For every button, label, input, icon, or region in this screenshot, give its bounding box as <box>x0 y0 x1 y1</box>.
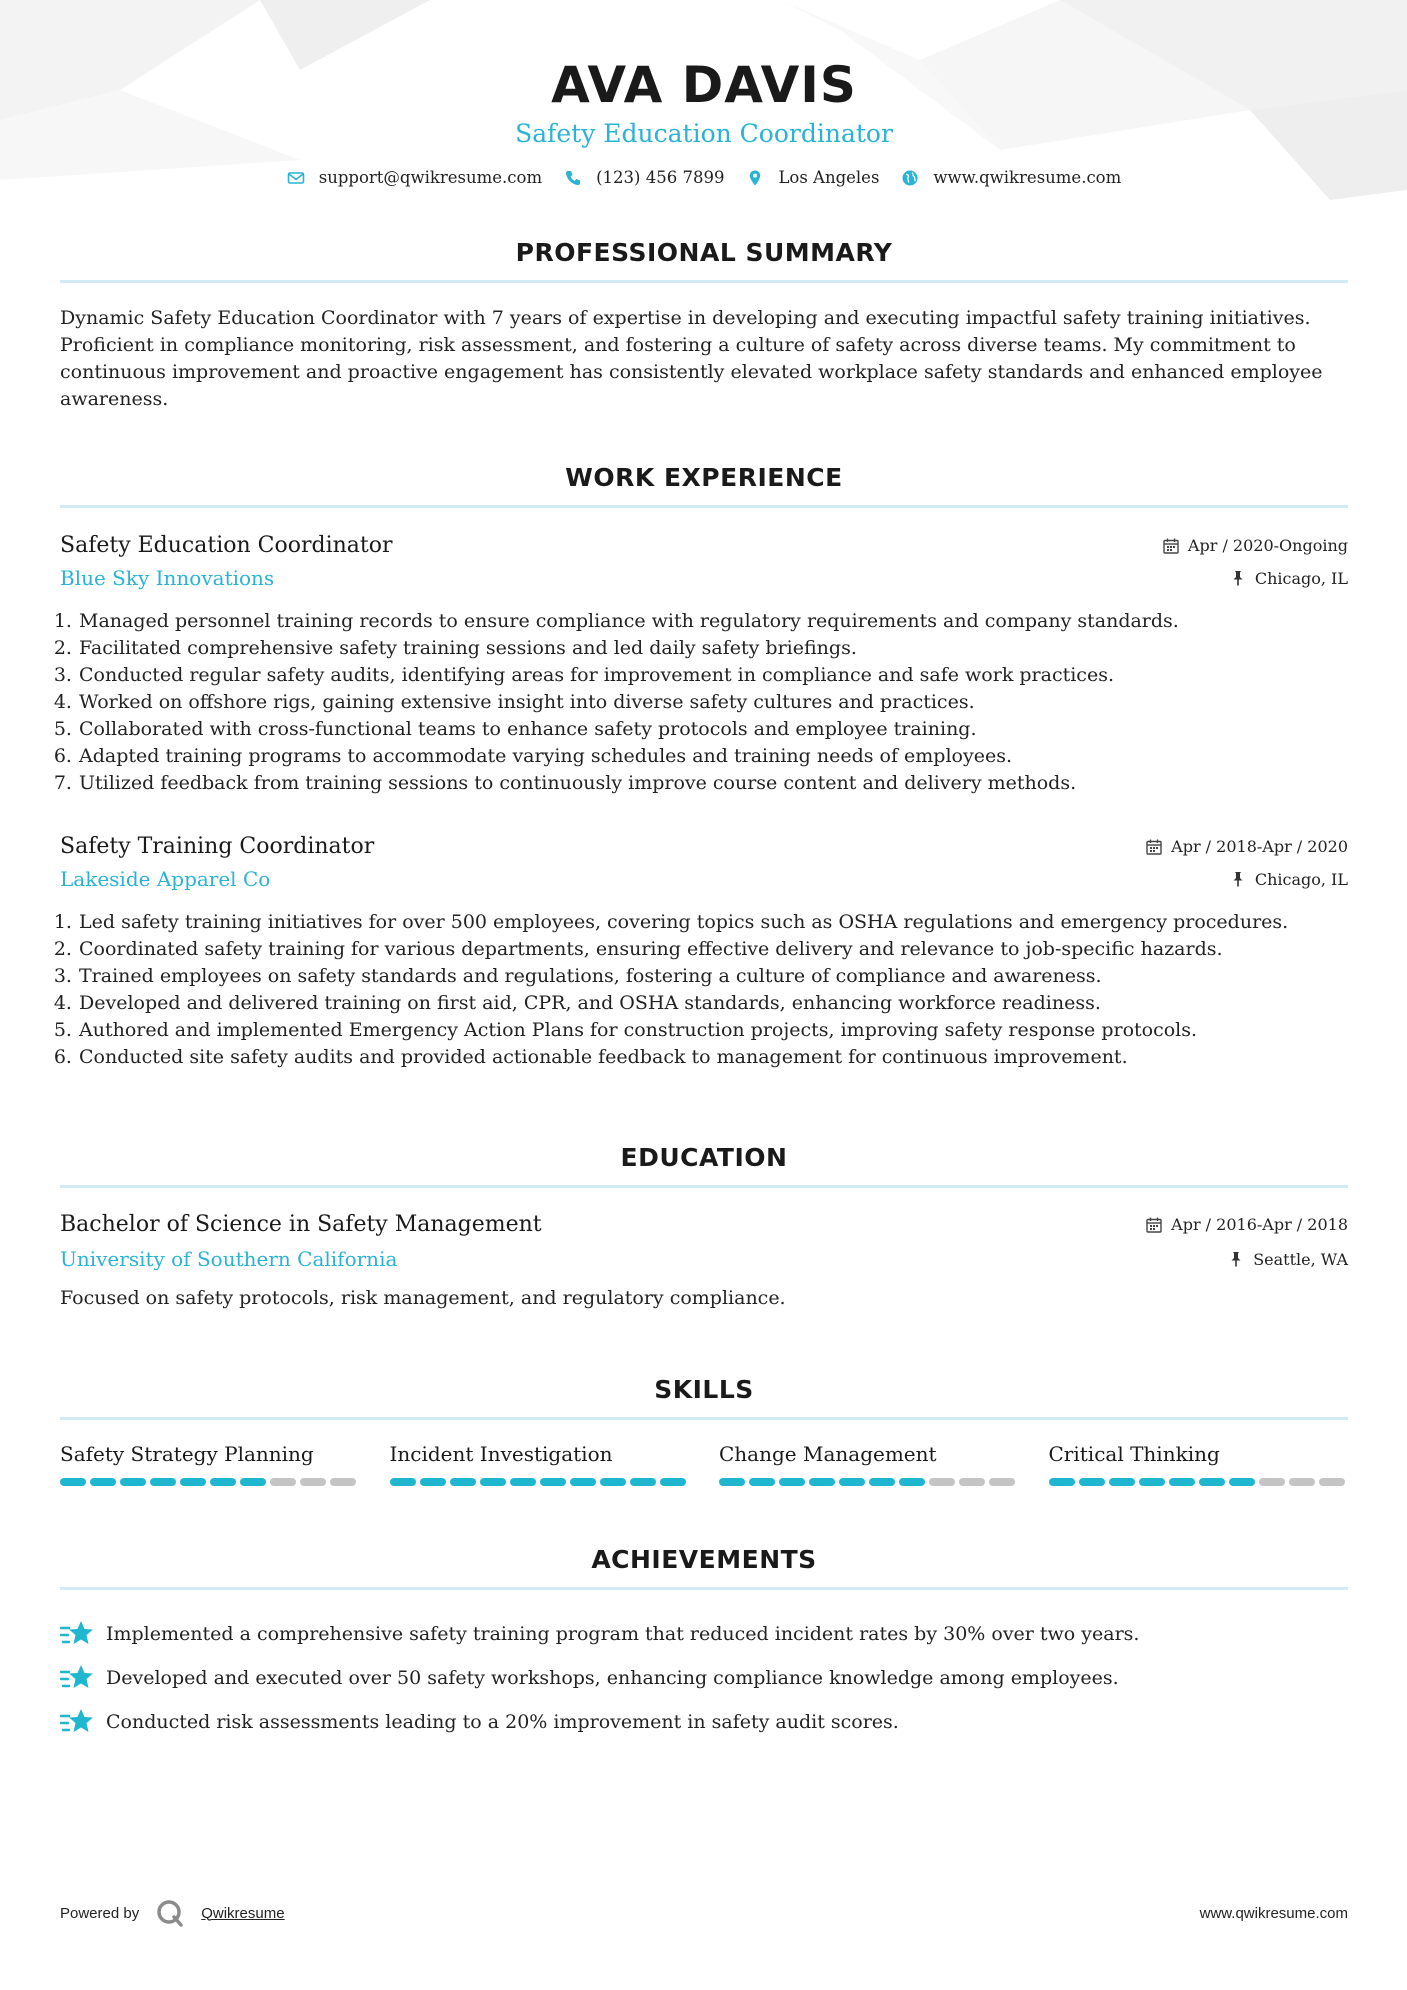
skill-segment-filled <box>1079 1478 1105 1486</box>
summary-section <box>60 238 1348 413</box>
list-item: 4. Worked on offshore rigs, gaining extensive insight into diverse safety cultures and practices. <box>78 689 1348 716</box>
list-item: 1. Managed personnel training records to ensure compliance with regulatory requirements and company standards. <box>78 608 1348 635</box>
phone-text: (123) 456 7899 <box>596 168 725 187</box>
skill-segment-filled <box>1229 1478 1255 1486</box>
skill-segment-filled <box>180 1478 206 1486</box>
skill-segment-filled <box>120 1478 146 1486</box>
list-item: 6. Conducted site safety audits and provided actionable feedback to management for continuous improvement. <box>78 1044 1348 1071</box>
skill-name: Incident Investigation <box>389 1442 613 1466</box>
list-item: 5. Authored and implemented Emergency Action Plans for construction projects, improving safety response protocols. <box>78 1017 1348 1044</box>
powered-by-label: Powered by <box>60 1904 140 1922</box>
calendar-icon <box>1162 537 1180 555</box>
star-award-icon <box>60 1707 94 1737</box>
map-pin-icon <box>746 169 764 187</box>
calendar-icon <box>1145 1216 1163 1234</box>
skill-item <box>390 1442 690 1486</box>
skill-segment-empty <box>270 1478 296 1486</box>
list-item: 2. Coordinated safety training for various departments, ensuring effective delivery and relevance to job-specific hazards. <box>78 936 1348 963</box>
achievement-item <box>60 1612 1348 1656</box>
skill-segment-empty <box>1319 1478 1345 1486</box>
achievement-item <box>60 1700 1348 1744</box>
skill-segment-filled <box>869 1478 895 1486</box>
education-location-text: Seattle, WA <box>1253 1249 1348 1269</box>
job-company: Blue Sky Innovations <box>60 566 275 590</box>
powered-by <box>60 1898 285 1928</box>
skill-segment-filled <box>1139 1478 1165 1486</box>
skill-segment-filled <box>899 1478 925 1486</box>
summary-heading: PROFESSIONAL SUMMARY <box>60 238 1348 283</box>
school-name: University of Southern California <box>60 1247 398 1271</box>
qwikresume-logo-icon <box>155 1898 185 1928</box>
job-dates-text: Apr / 2018-Apr / 2020 <box>1171 837 1348 856</box>
list-item: 1. Led safety training initiatives for over 500 employees, covering topics such as OSHA regulations and emergency procedures. <box>78 909 1348 936</box>
skill-item <box>1049 1442 1349 1486</box>
job-location <box>1229 569 1348 588</box>
skill-segment-empty <box>989 1478 1015 1486</box>
list-item: 3. Trained employees on safety standards and regulations, fostering a culture of compliance and awareness. <box>78 963 1348 990</box>
envelope-icon <box>287 169 305 187</box>
skill-segment-filled <box>240 1478 266 1486</box>
job-role: Safety Training Coordinator <box>60 834 375 859</box>
achievements-heading: ACHIEVEMENTS <box>60 1545 1348 1590</box>
calendar-icon <box>1145 838 1163 856</box>
skill-segment-empty <box>1259 1478 1285 1486</box>
pushpin-icon <box>1227 1250 1245 1268</box>
skill-segment-filled <box>779 1478 805 1486</box>
skill-name: Change Management <box>719 1442 937 1466</box>
star-award-icon <box>60 1619 94 1649</box>
list-item: 4. Developed and delivered training on first aid, CPR, and OSHA standards, enhancing workforce readiness. <box>78 990 1348 1017</box>
skill-segment-filled <box>1199 1478 1225 1486</box>
achievement-text: Implemented a comprehensive safety training program that reduced incident rates by 30% over two years. <box>106 1623 1140 1645</box>
skill-segment-empty <box>959 1478 985 1486</box>
degree-title: Bachelor of Science in Safety Management <box>60 1212 542 1237</box>
job-entry <box>60 533 1348 797</box>
skill-segment-filled <box>1049 1478 1075 1486</box>
job-dates <box>1162 536 1348 555</box>
skill-segment-empty <box>330 1478 356 1486</box>
contact-bar <box>60 168 1348 187</box>
experience-heading: WORK EXPERIENCE <box>60 463 1348 508</box>
job-dates-text: Apr / 2020-Ongoing <box>1187 536 1348 555</box>
pushpin-icon <box>1229 870 1247 888</box>
education-heading: EDUCATION <box>60 1143 1348 1188</box>
skill-name: Safety Strategy Planning <box>60 1442 314 1466</box>
skill-segment-empty <box>300 1478 326 1486</box>
skill-level-bar <box>1049 1478 1349 1486</box>
contact-phone[interactable] <box>564 168 724 187</box>
location-text: Los Angeles <box>778 168 880 187</box>
skill-segment-filled <box>150 1478 176 1486</box>
footer-website-link[interactable]: www.qwikresume.com <box>1199 1904 1348 1922</box>
skills-grid <box>60 1442 1348 1486</box>
contact-location <box>746 168 879 187</box>
skill-segment-filled <box>839 1478 865 1486</box>
achievements-list <box>60 1612 1348 1744</box>
skill-segment-filled <box>510 1478 536 1486</box>
skill-item <box>719 1442 1019 1486</box>
education-description: Focused on safety protocols, risk management, and regulatory compliance. <box>60 1287 786 1309</box>
list-item: 3. Conducted regular safety audits, identifying areas for improvement in compliance and safe work practices. <box>78 662 1348 689</box>
skill-segment-filled <box>570 1478 596 1486</box>
list-item: 6. Adapted training programs to accommodate varying schedules and training needs of employees. <box>78 743 1348 770</box>
resume-header <box>60 0 1348 187</box>
skill-segment-filled <box>90 1478 116 1486</box>
skill-segment-filled <box>420 1478 446 1486</box>
list-item: 2. Facilitated comprehensive safety training sessions and led daily safety briefings. <box>78 635 1348 662</box>
candidate-name: AVA DAVIS <box>551 56 857 114</box>
achievements-section <box>60 1545 1348 1744</box>
website-text: www.qwikresume.com <box>933 168 1122 187</box>
skill-segment-filled <box>540 1478 566 1486</box>
candidate-title: Safety Education Coordinator <box>515 119 893 148</box>
achievement-item <box>60 1656 1348 1700</box>
achievement-text: Developed and executed over 50 safety workshops, enhancing compliance knowledge among employees. <box>106 1667 1119 1689</box>
skill-level-bar <box>719 1478 1019 1486</box>
pushpin-icon <box>1229 569 1247 587</box>
job-location <box>1229 870 1348 889</box>
skill-segment-filled <box>1169 1478 1195 1486</box>
education-dates <box>1145 1215 1348 1234</box>
skill-segment-filled <box>450 1478 476 1486</box>
email-text: support@qwikresume.com <box>318 168 543 187</box>
job-location-text: Chicago, IL <box>1254 568 1348 588</box>
star-award-icon <box>60 1663 94 1693</box>
job-location-text: Chicago, IL <box>1254 869 1348 889</box>
globe-icon <box>901 169 919 187</box>
skill-segment-filled <box>630 1478 656 1486</box>
brand-link[interactable]: Qwikresume <box>201 1904 285 1922</box>
skill-segment-filled <box>390 1478 416 1486</box>
skill-segment-filled <box>749 1478 775 1486</box>
job-role: Safety Education Coordinator <box>60 533 393 558</box>
summary-text: Dynamic Safety Education Coordinator with 7 years of expertise in developing and executing impactful safety training initiatives. Proficient in compliance monitoring, risk assessment, and fostering a culture of safety across diverse teams. My commitment to continuous improvement and proactive engagement has consistently elevated workplace safety standards and enhanced employee awareness. <box>60 307 1323 410</box>
skill-segment-filled <box>600 1478 626 1486</box>
skill-item <box>60 1442 360 1486</box>
education-dates-text: Apr / 2016-Apr / 2018 <box>1171 1215 1348 1234</box>
skill-level-bar <box>390 1478 690 1486</box>
list-item: 5. Collaborated with cross-functional teams to enhance safety protocols and employee training. <box>78 716 1348 743</box>
contact-website[interactable] <box>901 168 1121 187</box>
education-location <box>1227 1250 1348 1269</box>
skill-segment-filled <box>480 1478 506 1486</box>
achievement-text: Conducted risk assessments leading to a 20% improvement in safety audit scores. <box>106 1711 899 1733</box>
skill-segment-empty <box>1289 1478 1315 1486</box>
job-responsibilities <box>60 608 1348 797</box>
contact-email[interactable] <box>287 168 542 187</box>
job-dates <box>1145 837 1348 856</box>
skill-segment-filled <box>210 1478 236 1486</box>
skill-segment-filled <box>660 1478 686 1486</box>
skill-segment-empty <box>929 1478 955 1486</box>
experience-section <box>60 463 1348 508</box>
footer <box>60 1898 1348 1928</box>
job-company: Lakeside Apparel Co <box>60 867 271 891</box>
skill-segment-filled <box>719 1478 745 1486</box>
skill-segment-filled <box>809 1478 835 1486</box>
skill-level-bar <box>60 1478 360 1486</box>
skill-segment-filled <box>1109 1478 1135 1486</box>
skill-segment-filled <box>60 1478 86 1486</box>
job-responsibilities <box>60 909 1348 1071</box>
skills-heading: SKILLS <box>60 1375 1348 1420</box>
phone-icon <box>564 169 582 187</box>
skill-name: Critical Thinking <box>1048 1442 1220 1466</box>
resume-page <box>60 0 1348 1733</box>
skills-section <box>60 1375 1348 1486</box>
job-entry <box>60 834 1348 1071</box>
list-item: 7. Utilized feedback from training sessions to continuously improve course content and delivery methods. <box>78 770 1348 797</box>
education-section <box>60 1143 1348 1309</box>
